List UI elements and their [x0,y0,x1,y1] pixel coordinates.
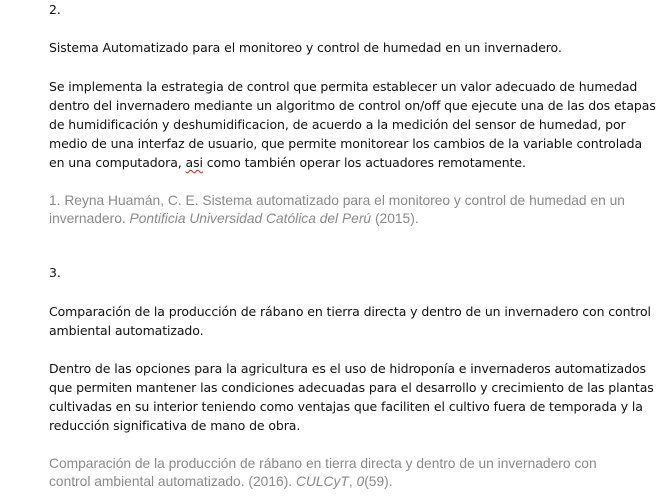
volume-number: 0 [356,473,365,489]
section-2-body [49,77,656,172]
section-title: Sistema Automatizado para el monitoreo y control de humedad en un invernadero. [49,40,562,55]
paragraph-line: que permiten mantener las condiciones adecuadas para el desarrollo y crecimiento de las plantas [49,380,654,395]
text-run: control ambiental automatizado. (2016). [49,473,296,489]
section-2-number [49,0,649,19]
text-run: (59). [364,473,393,489]
text-run: como también operar los actuadores remotamente. [202,155,526,170]
reference-line [49,473,649,491]
paragraph-line: de humidificación y deshumidificacion, de acuerdo a la medición del sensor de humedad, por [49,117,626,132]
section-3-number [49,263,649,282]
text-run: invernadero. [49,210,130,226]
journal-name: CULCyT [295,473,349,489]
section-2-reference [49,192,649,227]
paragraph-line: Dentro de las opciones para la agricultura es el uso de hidroponía e invernaderos automatizados [49,361,646,376]
paragraph-line: cultivadas en su interior teniendo como ventajas que faciliten el cultivo fuera de temporada y la [49,399,643,414]
reference-line [49,210,649,228]
section-number: 3. [49,265,61,280]
section-3-reference [49,455,649,490]
paragraph-line: dentro del invernadero mediante un algoritmo de control on/off que ejecute una de las dos etapas [49,98,656,113]
text-run: en una computadora, [49,155,186,170]
text-run: , [348,473,357,489]
section-2-title [49,38,649,57]
paragraph-line: medio de una interfaz de usuario, que permite monitorear los cambios de la variable controlada [49,136,643,151]
paragraph-line: reducción significativa de mano de obra. [49,418,301,433]
spelling-flagged-word[interactable]: asi [185,155,203,170]
section-3-title [49,302,649,340]
paragraph-line [49,153,649,172]
section-number: 2. [49,2,61,17]
text-run: (2015). [371,210,419,226]
paragraph-line: Se implementa la estrategia de control que permita establecer un valor adecuado de humedad [49,79,638,94]
section-title-line: Comparación de la producción de rábano en tierra directa y dentro de un invernadero con control [49,304,651,319]
section-3-body [49,359,654,435]
section-title-line: ambiental automatizado. [49,323,204,338]
journal-name: Pontificia Universidad Católica del Perú [129,210,372,226]
reference-line: Comparación de la producción de rábano en tierra directa y dentro de un invernadero con [49,456,597,471]
reference-line: 1. Reyna Huamán, C. E. Sistema automatizado para el monitoreo y control de humedad en un [49,193,625,208]
